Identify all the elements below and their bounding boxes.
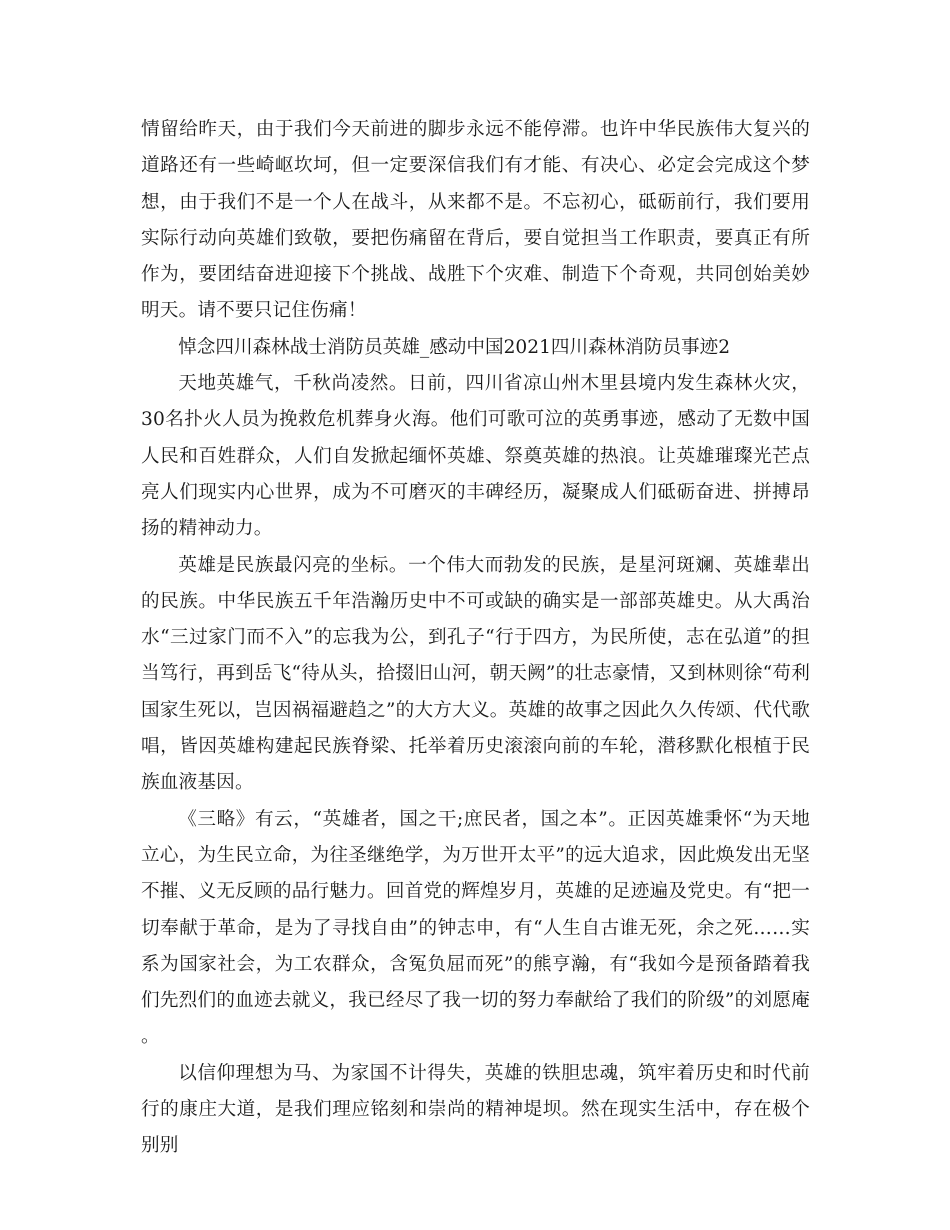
paragraph: 以信仰理想为马、为家国不计得失，英雄的铁胆忠魂，筑牢着历史和时代前行的康庄大道，是我们理应铭刻和崇尚的精神堤坝。然在现实生活中，存在极个别别 xyxy=(141,1062,810,1157)
document-body xyxy=(141,112,810,1165)
paragraph: 英雄是民族最闪亮的坐标。一个伟大而勃发的民族，是星河斑斓、英雄辈出的民族。中华民族五千年浩瀚历史中不可或缺的确实是一部部英雄史。从大禹治水“三过家门而不入”的忘我为公，到孔子“行于四方，为民所使，志在弘道”的担当笃行，再到岳飞“待从头，拾掇旧山河，朝天阙”的壮志豪情，又到林则徐“苟利国家生死以，岂因祸福避趋之”的大方大义。英雄的故事之因此久久传颂、代代歌唱，皆因英雄构建起民族脊梁、托举着历史滚滚向前的车轮，潜移默化根植于民族血液基因。 xyxy=(141,554,810,794)
section-heading: 悼念四川森林战士消防员英雄_感动中国2021四川森林消防员事迹2 xyxy=(178,336,731,358)
paragraph-continuation: 情留给昨天，由于我们今天前进的脚步永远不能停滞。也许中华民族伟大复兴的道路还有一些崎岖坎坷，但一定要深信我们有才能、有决心、必定会完成这个梦想，由于我们不是一个人在战斗，从来都不是。不忘初心，砥砺前行，我们要用实际行动向英雄们致敬，要把伤痛留在背后，要自觉担当工作职责，要真正有所作为，要团结奋进迎接下个挑战、战胜下个灾难、制造下个奇观，共同创始美妙明天。请不要只记住伤痛！ xyxy=(141,119,810,322)
paragraph: 《三略》有云，“英雄者，国之干;庶民者，国之本”。正因英雄秉怀“为天地立心，为生民立命，为往圣继绝学，为万世开太平”的远大追求，因此焕发出无坚不摧、义无反顾的品行魅力。回首党的辉煌岁月，英雄的足迹遍及党史。有“把一切奉献于革命，是为了寻找自由”的钟志申，有“人生自古谁无死，余之死……实系为国家社会，为工农群众，含冤负屈而死”的熊亨瀚，有“我如今是预备踏着我们先烈们的血迹去就义，我已经尽了我一切的努力奉献给了我们的阶级”的刘愿庵。 xyxy=(141,808,810,1048)
paragraph: 天地英雄气，千秋尚凌然。日前，四川省凉山州木里县境内发生森林火灾，30名扑火人员为挽救危机葬身火海。他们可歌可泣的英勇事迹，感动了无数中国人民和百姓群众，人们自发掀起缅怀英雄、祭奠英雄的热浪。让英雄璀璨光芒点亮人们现实内心世界，成为不可磨灭的丰碑经历，凝聚成人们砥砺奋进、拼搏昂扬的精神动力。 xyxy=(141,373,810,540)
